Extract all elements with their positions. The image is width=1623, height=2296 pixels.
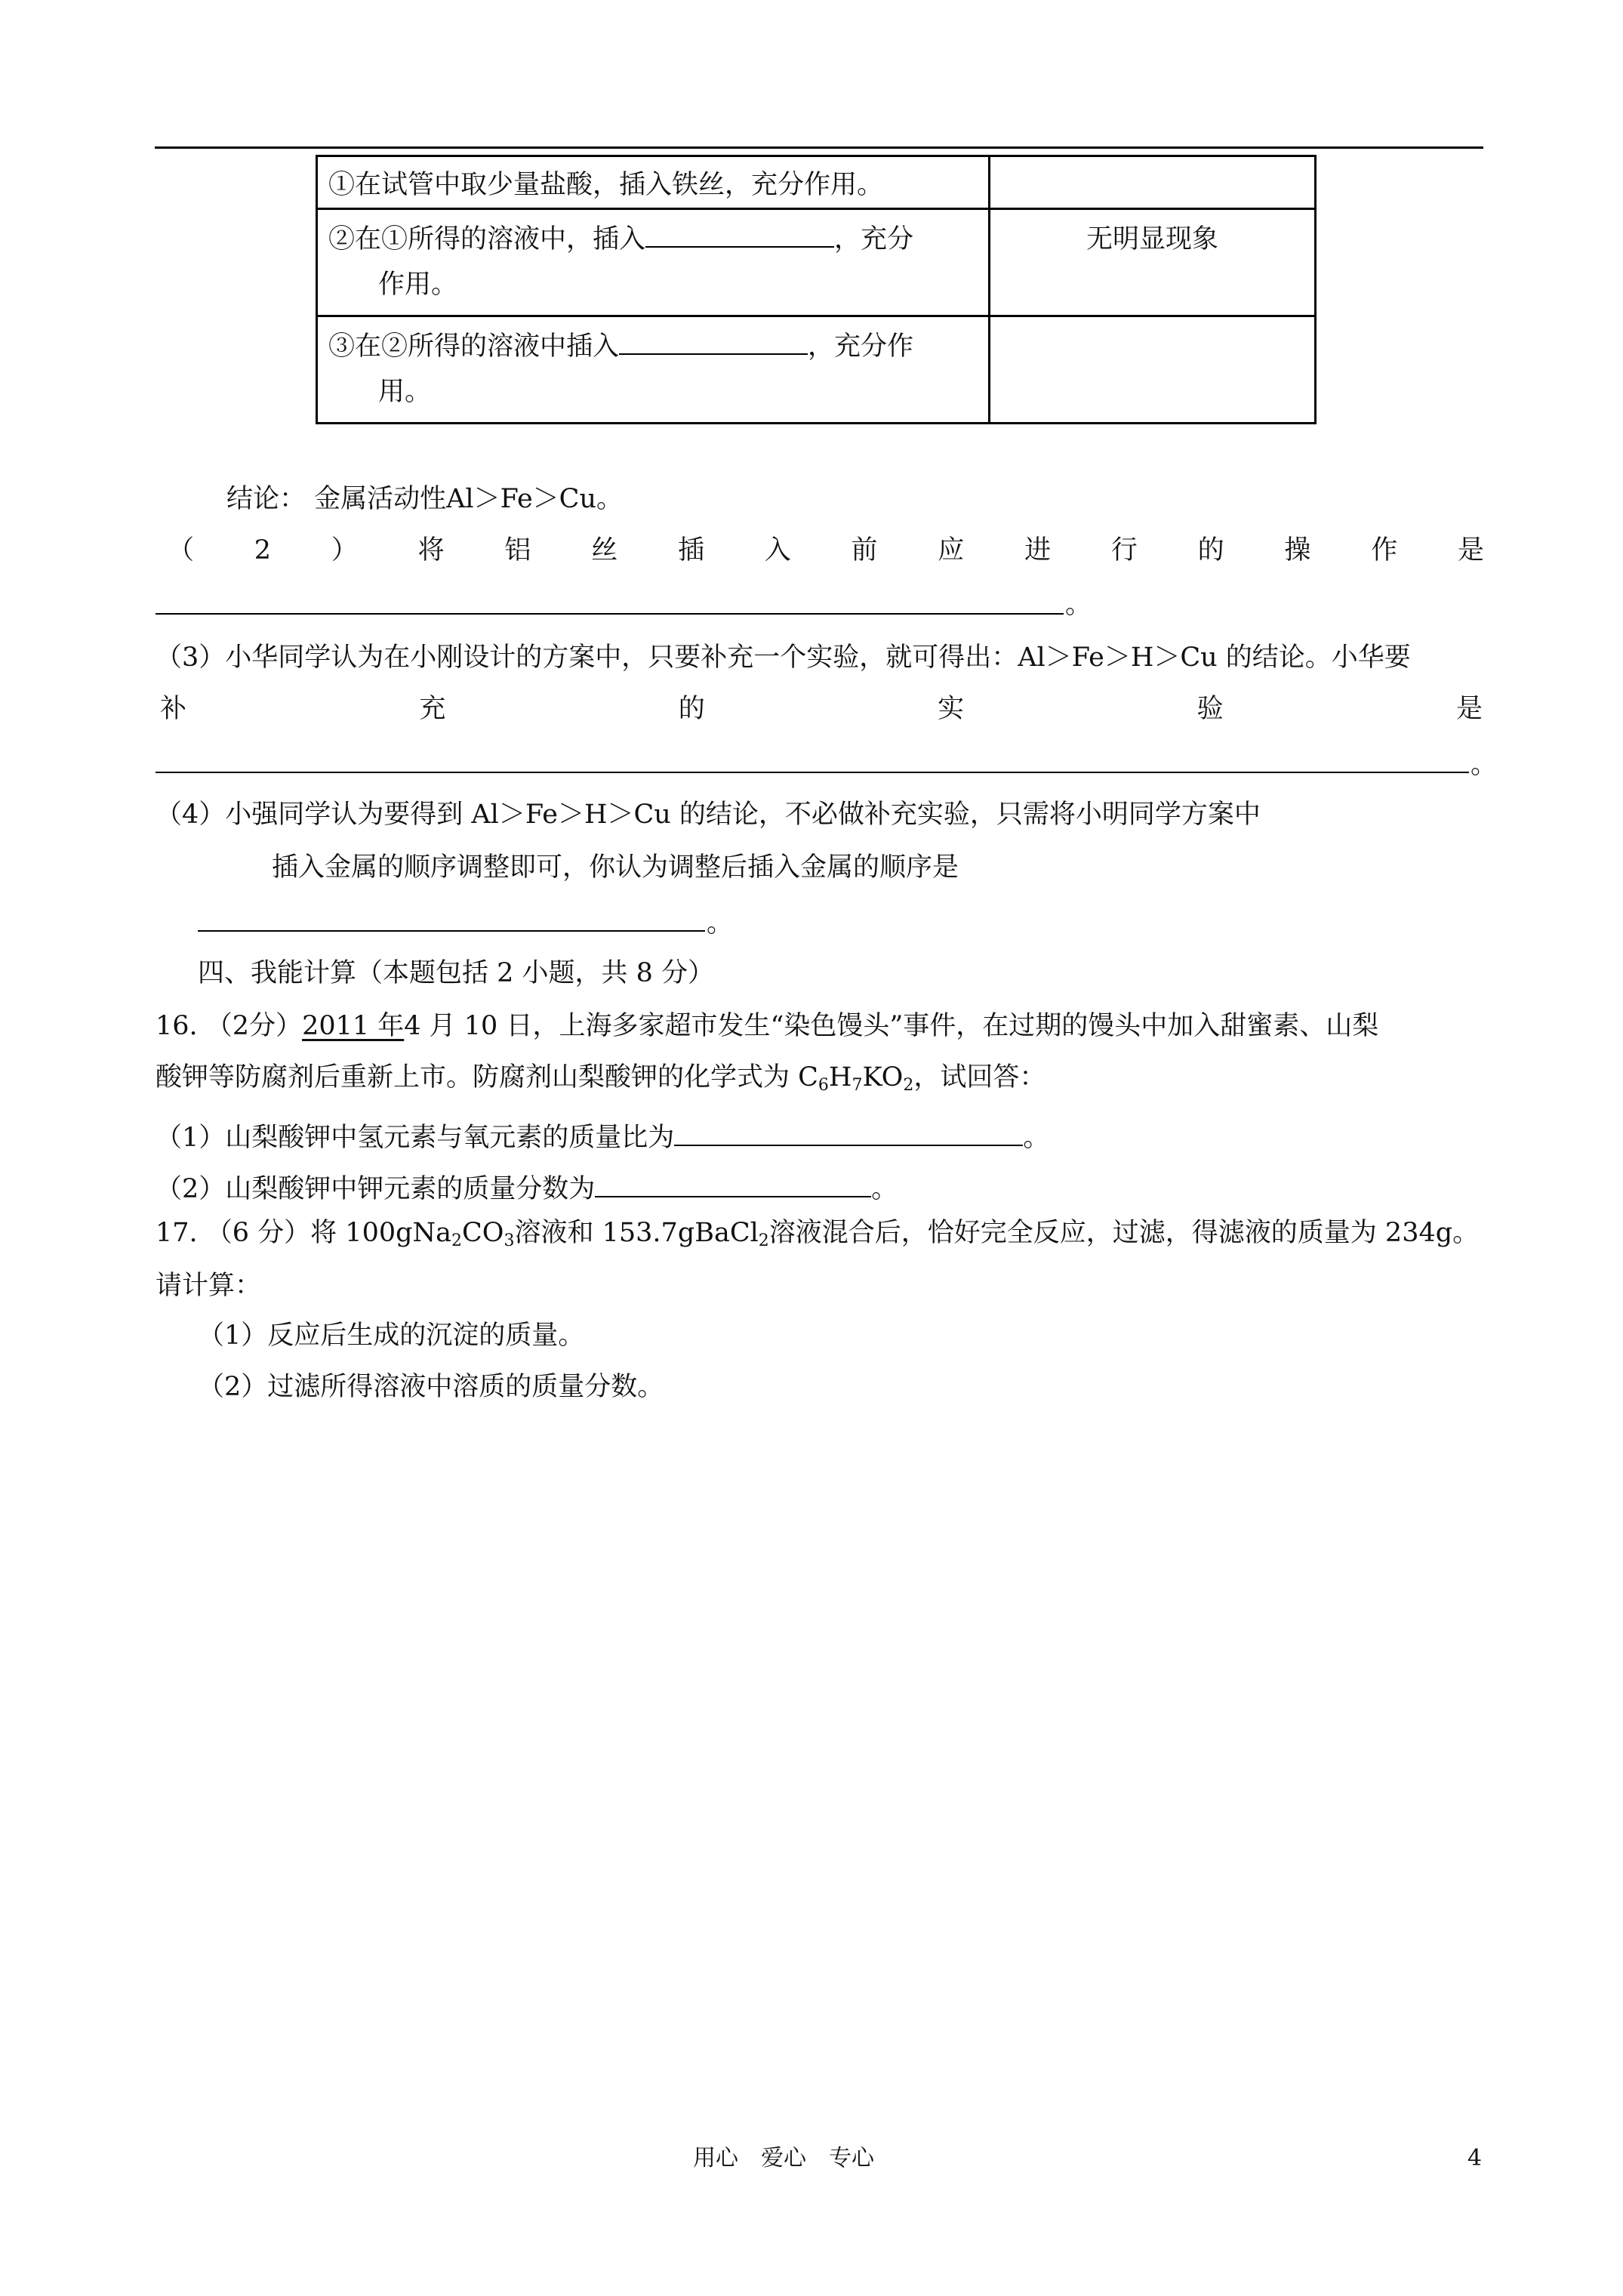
q16-sub1: （1）山梨酸钾中氢元素与氧元素的质量比为 。 [156, 1117, 1049, 1151]
step-cell: ②在①所得的溶液中，插入 ，充分 作用。 [317, 209, 990, 316]
q16-line2: 酸钾等防腐剂后重新上市。防腐剂山梨酸钾的化学式为 $C_6H_7KO_2$，试回答： [156, 1062, 1046, 1095]
q3-line1: （3）小华同学认为在小刚设计的方案中，只要补充一个实验，就可得出：Al＞Fe＞H＞Cu 的结论。小华要 [156, 643, 1411, 673]
q3-answer-blank[interactable] [156, 772, 1469, 773]
q2-answer-blank[interactable] [156, 613, 1064, 615]
q3-spread-line: 补 充 的 实 验 是 [160, 694, 1483, 724]
q4-line2: 插入金属的顺序调整即可，你认为调整后插入金属的顺序是 [272, 852, 959, 883]
result-cell [990, 316, 1316, 424]
header-rule [155, 146, 1483, 149]
step-cell [317, 156, 990, 209]
q16-sub2: （2）山梨酸钾中钾元素的质量分数为 。 [156, 1169, 898, 1203]
q17-sub1: （1）反应后生成的沉淀的质量。 [198, 1321, 585, 1351]
table-row [317, 209, 1316, 316]
answer-blank[interactable] [674, 1117, 1023, 1146]
answer-blank[interactable] [595, 1169, 871, 1197]
section-heading: 四、我能计算（本题包括 2 小题，共 8 分） [198, 958, 715, 988]
q17-line1: 17. （6 分）将 $100gNa_2CO_3$溶液和 153.7gBaCl$_2$溶液混合后，恰好完全反应，过滤，得滤液的质量为 234g。 [156, 1218, 1480, 1250]
step-text: ①在试管中取少量盐酸，插入铁丝，充分作用。 [328, 170, 884, 200]
result-cell [990, 156, 1316, 209]
step-cell: ③在②所得的溶液中插入 ，充分作 用。 [317, 316, 990, 424]
footer-motto: 用心 爱心 专心 [693, 2145, 874, 2171]
q16-line1: 16. （2分）2011 年4 月 10 日，上海多家超市发生“染色馒头”事件，在过期的馒头中加入甜蜜素、山梨 [156, 1011, 1379, 1041]
q4-line1: （4）小强同学认为要得到 Al＞Fe＞H＞Cu 的结论，不必做补充实验，只需将小明同学方案中 [156, 800, 1261, 830]
table-row [317, 156, 1316, 209]
page-number: 4 [1467, 2145, 1483, 2171]
q17-sub2: （2）过滤所得溶液中溶质的质量分数。 [198, 1372, 664, 1402]
conclusion-text: 结论： 金属活动性Al＞Fe＞Cu。 [226, 484, 624, 514]
q17-line2: 请计算： [156, 1271, 262, 1301]
answer-blank[interactable] [619, 326, 808, 355]
q4-answer-blank[interactable] [198, 930, 705, 932]
q2-spread-line: （ 2 ） 将 铝 丝 插 入 前 应 进 行 的 操 作 是 [168, 535, 1484, 566]
answer-blank[interactable] [645, 219, 834, 248]
table-row [317, 316, 1316, 424]
experiment-table [316, 155, 1317, 424]
result-cell: 无明显现象 [990, 209, 1316, 316]
